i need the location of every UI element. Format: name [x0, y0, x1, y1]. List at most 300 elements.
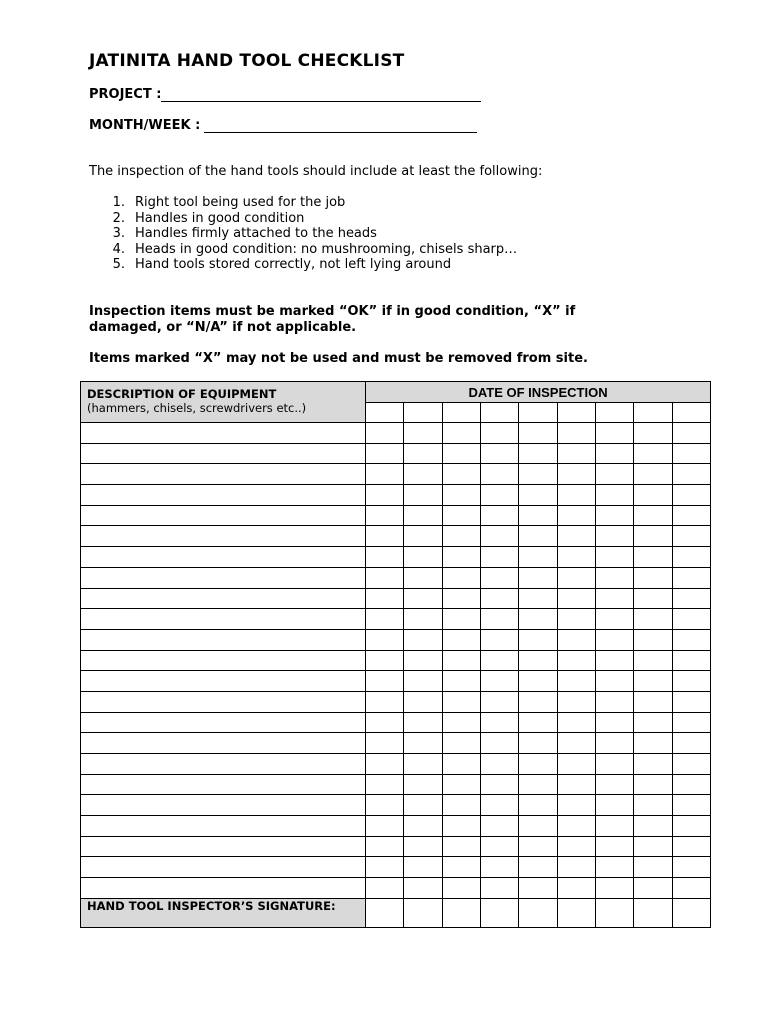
- inspection-cell[interactable]: [442, 485, 480, 506]
- inspection-cell[interactable]: [442, 567, 480, 588]
- inspection-cell[interactable]: [480, 795, 518, 816]
- equipment-description-cell[interactable]: [81, 485, 366, 506]
- equipment-description-cell[interactable]: [81, 567, 366, 588]
- inspection-cell[interactable]: [634, 464, 672, 485]
- table-row: [81, 629, 711, 650]
- inspection-cell[interactable]: [672, 691, 710, 712]
- inspection-cell[interactable]: [519, 526, 557, 547]
- date-cell[interactable]: [480, 403, 518, 423]
- table-row: [81, 878, 711, 899]
- table-row: [81, 836, 711, 857]
- table-row: [81, 505, 711, 526]
- date-cell[interactable]: [442, 403, 480, 423]
- inspection-cell[interactable]: [634, 505, 672, 526]
- inspection-cell[interactable]: [480, 733, 518, 754]
- inspection-cell[interactable]: [480, 443, 518, 464]
- inspection-cell[interactable]: [672, 774, 710, 795]
- inspection-cell[interactable]: [634, 816, 672, 837]
- inspection-cell[interactable]: [480, 774, 518, 795]
- inspection-cell[interactable]: [595, 588, 633, 609]
- inspection-cell[interactable]: [366, 588, 404, 609]
- inspection-cell[interactable]: [672, 505, 710, 526]
- equipment-description-cell[interactable]: [81, 547, 366, 568]
- table-row: [81, 754, 711, 775]
- inspection-cell[interactable]: [672, 629, 710, 650]
- equipment-description-cell[interactable]: [81, 588, 366, 609]
- inspection-cell[interactable]: [557, 485, 595, 506]
- inspection-cell[interactable]: [404, 691, 442, 712]
- criteria-item: [89, 242, 517, 258]
- inspection-cell[interactable]: [404, 836, 442, 857]
- inspection-cell[interactable]: [595, 526, 633, 547]
- table-row: [81, 691, 711, 712]
- signature-cell[interactable]: [519, 898, 557, 927]
- inspection-cell[interactable]: [595, 774, 633, 795]
- inspection-cell[interactable]: [557, 443, 595, 464]
- inspection-cell[interactable]: [519, 754, 557, 775]
- inspection-cell[interactable]: [366, 857, 404, 878]
- inspection-cell[interactable]: [595, 671, 633, 692]
- inspection-cell[interactable]: [519, 609, 557, 630]
- table-row: [81, 588, 711, 609]
- signature-cell[interactable]: [557, 898, 595, 927]
- table-row: [81, 485, 711, 506]
- inspection-cell[interactable]: [557, 505, 595, 526]
- inspection-cell[interactable]: [634, 650, 672, 671]
- inspection-cell[interactable]: [595, 691, 633, 712]
- inspection-cell[interactable]: [404, 443, 442, 464]
- criteria-item: [89, 211, 517, 227]
- inspection-cell[interactable]: [442, 774, 480, 795]
- inspection-cell[interactable]: [634, 443, 672, 464]
- inspection-cell[interactable]: [404, 588, 442, 609]
- month-week-label: MONTH/WEEK :: [89, 118, 201, 133]
- inspection-cell[interactable]: [404, 505, 442, 526]
- criteria-item: [89, 195, 517, 211]
- inspection-cell[interactable]: [480, 691, 518, 712]
- inspection-cell[interactable]: [557, 754, 595, 775]
- inspection-cell[interactable]: [366, 712, 404, 733]
- criteria-text: Hand tools stored correctly, not left lying around: [135, 257, 452, 273]
- inspection-cell[interactable]: [366, 629, 404, 650]
- inspection-cell[interactable]: [404, 733, 442, 754]
- inspection-cell[interactable]: [366, 671, 404, 692]
- inspection-cell[interactable]: [366, 836, 404, 857]
- inspection-cell[interactable]: [480, 464, 518, 485]
- table-row: [81, 795, 711, 816]
- criteria-number-text: 4.: [112, 241, 125, 257]
- equipment-description-cell[interactable]: [81, 712, 366, 733]
- signature-cell[interactable]: [595, 898, 633, 927]
- equipment-description-cell[interactable]: [81, 878, 366, 899]
- inspection-cell[interactable]: [634, 567, 672, 588]
- description-header-title: DESCRIPTION OF EQUIPMENT: [87, 387, 277, 401]
- inspection-cell[interactable]: [595, 857, 633, 878]
- inspection-cell[interactable]: [595, 505, 633, 526]
- inspection-cell[interactable]: [519, 878, 557, 899]
- inspection-cell[interactable]: [557, 691, 595, 712]
- inspection-cell[interactable]: [442, 691, 480, 712]
- inspection-cell[interactable]: [557, 816, 595, 837]
- inspection-cell[interactable]: [480, 754, 518, 775]
- equipment-description-cell[interactable]: [81, 774, 366, 795]
- inspection-cell[interactable]: [595, 443, 633, 464]
- signature-cell[interactable]: [672, 898, 710, 927]
- criteria-text: Handles in good condition: [135, 210, 305, 226]
- inspection-cell[interactable]: [442, 816, 480, 837]
- inspection-cell[interactable]: [634, 526, 672, 547]
- inspection-cell[interactable]: [366, 650, 404, 671]
- inspection-cell[interactable]: [366, 423, 404, 444]
- inspection-cell[interactable]: [557, 588, 595, 609]
- table-row: [81, 567, 711, 588]
- criteria-number: [89, 211, 135, 227]
- inspection-cell[interactable]: [595, 423, 633, 444]
- inspection-cell[interactable]: [404, 567, 442, 588]
- inspection-cell[interactable]: [519, 485, 557, 506]
- inspection-cell[interactable]: [634, 774, 672, 795]
- inspection-cell[interactable]: [672, 712, 710, 733]
- inspection-cell[interactable]: [366, 567, 404, 588]
- inspection-cell[interactable]: [404, 754, 442, 775]
- inspection-cell[interactable]: [404, 774, 442, 795]
- inspection-cell[interactable]: [595, 567, 633, 588]
- inspection-cell[interactable]: [366, 754, 404, 775]
- inspection-cell[interactable]: [595, 650, 633, 671]
- inspection-cell[interactable]: [480, 712, 518, 733]
- inspection-cell[interactable]: [519, 423, 557, 444]
- equipment-description-cell[interactable]: [81, 423, 366, 444]
- inspection-cell[interactable]: [366, 609, 404, 630]
- inspection-cell[interactable]: [672, 733, 710, 754]
- equipment-description-cell[interactable]: [81, 526, 366, 547]
- table-row: [81, 443, 711, 464]
- inspection-cell[interactable]: [366, 526, 404, 547]
- inspection-cell[interactable]: [480, 836, 518, 857]
- inspection-cell[interactable]: [480, 485, 518, 506]
- signature-row: [81, 898, 711, 927]
- signature-cell[interactable]: [480, 898, 518, 927]
- criteria-number-text: 3.: [112, 226, 125, 242]
- inspection-cell[interactable]: [442, 836, 480, 857]
- inspection-cell[interactable]: [404, 795, 442, 816]
- table-row: [81, 774, 711, 795]
- date-cell[interactable]: [595, 403, 633, 423]
- inspection-cell[interactable]: [519, 836, 557, 857]
- inspection-cell[interactable]: [672, 443, 710, 464]
- inspection-cell[interactable]: [557, 857, 595, 878]
- signature-cell[interactable]: [404, 898, 442, 927]
- inspection-cell[interactable]: [595, 836, 633, 857]
- inspection-cell[interactable]: [442, 443, 480, 464]
- inspection-cell[interactable]: [634, 712, 672, 733]
- table-row: [81, 609, 711, 630]
- inspection-cell[interactable]: [404, 650, 442, 671]
- inspection-cell[interactable]: [557, 671, 595, 692]
- inspection-cell[interactable]: [519, 629, 557, 650]
- inspection-cell[interactable]: [595, 485, 633, 506]
- inspection-cell[interactable]: [672, 547, 710, 568]
- inspection-cell[interactable]: [595, 754, 633, 775]
- inspection-cell[interactable]: [404, 464, 442, 485]
- inspection-cell[interactable]: [634, 485, 672, 506]
- inspection-cell[interactable]: [519, 588, 557, 609]
- inspection-cell[interactable]: [634, 836, 672, 857]
- equipment-description-cell[interactable]: [81, 464, 366, 485]
- inspection-cell[interactable]: [442, 588, 480, 609]
- criteria-number: [89, 226, 135, 242]
- inspection-cell[interactable]: [672, 567, 710, 588]
- inspection-cell[interactable]: [672, 650, 710, 671]
- inspection-cell[interactable]: [595, 816, 633, 837]
- inspection-cell[interactable]: [519, 650, 557, 671]
- inspection-cell[interactable]: [442, 857, 480, 878]
- inspection-cell[interactable]: [519, 691, 557, 712]
- criteria-number-text: 1.: [112, 195, 125, 210]
- inspection-cell[interactable]: [634, 547, 672, 568]
- inspection-cell[interactable]: [557, 526, 595, 547]
- inspection-cell[interactable]: [404, 878, 442, 899]
- inspection-cell[interactable]: [404, 671, 442, 692]
- checklist-table: [80, 381, 711, 928]
- description-header-subtitle: (hammers, chisels, screwdrivers etc..): [87, 401, 307, 415]
- inspection-cell[interactable]: [519, 733, 557, 754]
- inspection-cell[interactable]: [366, 505, 404, 526]
- inspection-cell[interactable]: [634, 878, 672, 899]
- inspection-cell[interactable]: [442, 464, 480, 485]
- inspection-cell[interactable]: [519, 464, 557, 485]
- table-row: [81, 712, 711, 733]
- inspection-cell[interactable]: [557, 567, 595, 588]
- inspection-cell[interactable]: [595, 547, 633, 568]
- inspection-cell[interactable]: [519, 857, 557, 878]
- equipment-description-cell[interactable]: [81, 795, 366, 816]
- inspection-cell[interactable]: [442, 795, 480, 816]
- inspection-cell[interactable]: [672, 609, 710, 630]
- inspection-cell[interactable]: [480, 423, 518, 444]
- inspection-cell[interactable]: [634, 691, 672, 712]
- inspection-cell[interactable]: [672, 857, 710, 878]
- inspection-cell[interactable]: [519, 671, 557, 692]
- inspection-cell[interactable]: [442, 547, 480, 568]
- inspection-cell[interactable]: [366, 547, 404, 568]
- criteria-text: Handles firmly attached to the heads: [135, 226, 377, 242]
- inspection-cell[interactable]: [595, 878, 633, 899]
- inspection-cell[interactable]: [404, 857, 442, 878]
- equipment-description-cell[interactable]: [81, 505, 366, 526]
- signature-cell[interactable]: [442, 898, 480, 927]
- inspection-cell[interactable]: [557, 878, 595, 899]
- inspection-cell[interactable]: [634, 609, 672, 630]
- project-field: [89, 87, 481, 102]
- inspection-cell[interactable]: [595, 795, 633, 816]
- criteria-text: Heads in good condition: no mushrooming, chisels sharp…: [135, 241, 518, 257]
- inspection-cell[interactable]: [672, 836, 710, 857]
- equipment-description-cell[interactable]: [81, 754, 366, 775]
- table-row: [81, 423, 711, 444]
- inspection-cell[interactable]: [480, 629, 518, 650]
- inspection-cell[interactable]: [442, 423, 480, 444]
- inspection-cell[interactable]: [634, 857, 672, 878]
- project-label: PROJECT :: [89, 87, 162, 102]
- inspection-cell[interactable]: [595, 464, 633, 485]
- inspection-cell[interactable]: [634, 423, 672, 444]
- equipment-description-cell[interactable]: [81, 609, 366, 630]
- inspection-cell[interactable]: [442, 526, 480, 547]
- inspection-cell[interactable]: [595, 629, 633, 650]
- equipment-description-cell[interactable]: [81, 816, 366, 837]
- inspection-cell[interactable]: [557, 650, 595, 671]
- inspection-cell[interactable]: [519, 505, 557, 526]
- date-cell[interactable]: [404, 403, 442, 423]
- inspection-cell[interactable]: [480, 505, 518, 526]
- equipment-description-cell[interactable]: [81, 671, 366, 692]
- inspection-cell[interactable]: [557, 423, 595, 444]
- equipment-description-cell[interactable]: [81, 733, 366, 754]
- table-row: [81, 733, 711, 754]
- signature-cell[interactable]: [634, 898, 672, 927]
- inspection-cell[interactable]: [480, 609, 518, 630]
- inspection-cell[interactable]: [634, 588, 672, 609]
- inspection-cell[interactable]: [442, 878, 480, 899]
- inspection-cell[interactable]: [480, 547, 518, 568]
- equipment-description-cell[interactable]: [81, 650, 366, 671]
- inspection-cell[interactable]: [672, 526, 710, 547]
- equipment-description-cell[interactable]: [81, 857, 366, 878]
- inspection-cell[interactable]: [366, 795, 404, 816]
- inspection-cell[interactable]: [442, 712, 480, 733]
- inspection-cell[interactable]: [634, 629, 672, 650]
- inspection-cell[interactable]: [519, 774, 557, 795]
- signature-label: HAND TOOL INSPECTOR’S SIGNATURE:: [81, 898, 366, 927]
- inspection-cell[interactable]: [672, 671, 710, 692]
- inspection-cell[interactable]: [442, 733, 480, 754]
- inspection-cell[interactable]: [442, 609, 480, 630]
- criteria-number-text: 5.: [112, 257, 125, 273]
- inspection-cell[interactable]: [557, 774, 595, 795]
- date-cell[interactable]: [634, 403, 672, 423]
- inspection-cell[interactable]: [480, 526, 518, 547]
- criteria-number: [89, 242, 135, 258]
- inspection-cell[interactable]: [672, 878, 710, 899]
- table-row: [81, 526, 711, 547]
- inspection-cell[interactable]: [634, 754, 672, 775]
- inspection-cell[interactable]: [442, 671, 480, 692]
- inspection-cell[interactable]: [480, 816, 518, 837]
- inspection-cell[interactable]: [366, 774, 404, 795]
- marking-instruction: Inspection items must be marked “OK” if in good condition, “X” if damaged, or “N/A” if not applicable.: [89, 304, 576, 335]
- inspection-cell[interactable]: [442, 629, 480, 650]
- inspection-cell[interactable]: [557, 733, 595, 754]
- date-cell[interactable]: [557, 403, 595, 423]
- inspection-cell[interactable]: [404, 423, 442, 444]
- equipment-description-cell[interactable]: [81, 691, 366, 712]
- table-row: [81, 671, 711, 692]
- inspection-cell[interactable]: [442, 505, 480, 526]
- inspection-cell[interactable]: [595, 733, 633, 754]
- inspection-cell[interactable]: [480, 588, 518, 609]
- signature-cell[interactable]: [366, 898, 404, 927]
- date-of-inspection-header: DATE OF INSPECTION: [366, 382, 711, 403]
- inspection-cell[interactable]: [557, 609, 595, 630]
- inspection-cell[interactable]: [404, 629, 442, 650]
- inspection-cell[interactable]: [595, 712, 633, 733]
- intro-text: The inspection of the hand tools should include at least the following:: [89, 164, 543, 179]
- inspection-cell[interactable]: [404, 712, 442, 733]
- inspection-cell[interactable]: [366, 816, 404, 837]
- inspection-cell[interactable]: [442, 754, 480, 775]
- inspection-cell[interactable]: [557, 629, 595, 650]
- inspection-cell[interactable]: [557, 836, 595, 857]
- criteria-list: [89, 195, 517, 273]
- inspection-cell[interactable]: [404, 609, 442, 630]
- date-cell[interactable]: [519, 403, 557, 423]
- criteria-number: [89, 195, 135, 211]
- inspection-cell[interactable]: [480, 567, 518, 588]
- criteria-item: [89, 257, 517, 273]
- date-cell[interactable]: [672, 403, 710, 423]
- inspection-cell[interactable]: [404, 485, 442, 506]
- inspection-cell[interactable]: [672, 423, 710, 444]
- equipment-description-cell[interactable]: [81, 443, 366, 464]
- inspection-cell[interactable]: [672, 795, 710, 816]
- inspection-cell[interactable]: [557, 795, 595, 816]
- inspection-cell[interactable]: [480, 878, 518, 899]
- date-cell[interactable]: [366, 403, 404, 423]
- inspection-cell[interactable]: [519, 443, 557, 464]
- equipment-description-cell[interactable]: [81, 629, 366, 650]
- inspection-cell[interactable]: [366, 485, 404, 506]
- removal-instruction: Items marked “X” may not be used and must be removed from site.: [89, 351, 588, 366]
- month-week-input-line[interactable]: [204, 118, 477, 133]
- inspection-cell[interactable]: [480, 671, 518, 692]
- inspection-cell[interactable]: [519, 795, 557, 816]
- inspection-cell[interactable]: [672, 485, 710, 506]
- inspection-cell[interactable]: [519, 547, 557, 568]
- inspection-cell[interactable]: [634, 733, 672, 754]
- inspection-cell[interactable]: [557, 464, 595, 485]
- inspection-cell[interactable]: [480, 650, 518, 671]
- inspection-cell[interactable]: [404, 547, 442, 568]
- inspection-cell[interactable]: [480, 857, 518, 878]
- inspection-cell[interactable]: [519, 816, 557, 837]
- inspection-cell[interactable]: [672, 754, 710, 775]
- description-header: [81, 382, 366, 423]
- inspection-cell[interactable]: [442, 650, 480, 671]
- inspection-cell[interactable]: [595, 609, 633, 630]
- inspection-cell[interactable]: [404, 526, 442, 547]
- inspection-cell[interactable]: [557, 712, 595, 733]
- table-row: [81, 464, 711, 485]
- inspection-cell[interactable]: [634, 671, 672, 692]
- inspection-cell[interactable]: [672, 816, 710, 837]
- project-input-line[interactable]: [161, 87, 481, 102]
- inspection-cell[interactable]: [366, 733, 404, 754]
- inspection-cell[interactable]: [672, 588, 710, 609]
- inspection-cell[interactable]: [634, 795, 672, 816]
- inspection-cell[interactable]: [557, 547, 595, 568]
- equipment-description-cell[interactable]: [81, 836, 366, 857]
- inspection-cell[interactable]: [519, 712, 557, 733]
- inspection-cell[interactable]: [519, 567, 557, 588]
- inspection-cell[interactable]: [366, 464, 404, 485]
- inspection-cell[interactable]: [366, 691, 404, 712]
- inspection-cell[interactable]: [404, 816, 442, 837]
- inspection-cell[interactable]: [672, 464, 710, 485]
- inspection-cell[interactable]: [366, 443, 404, 464]
- table-header-row: [81, 382, 711, 403]
- inspection-cell[interactable]: [366, 878, 404, 899]
